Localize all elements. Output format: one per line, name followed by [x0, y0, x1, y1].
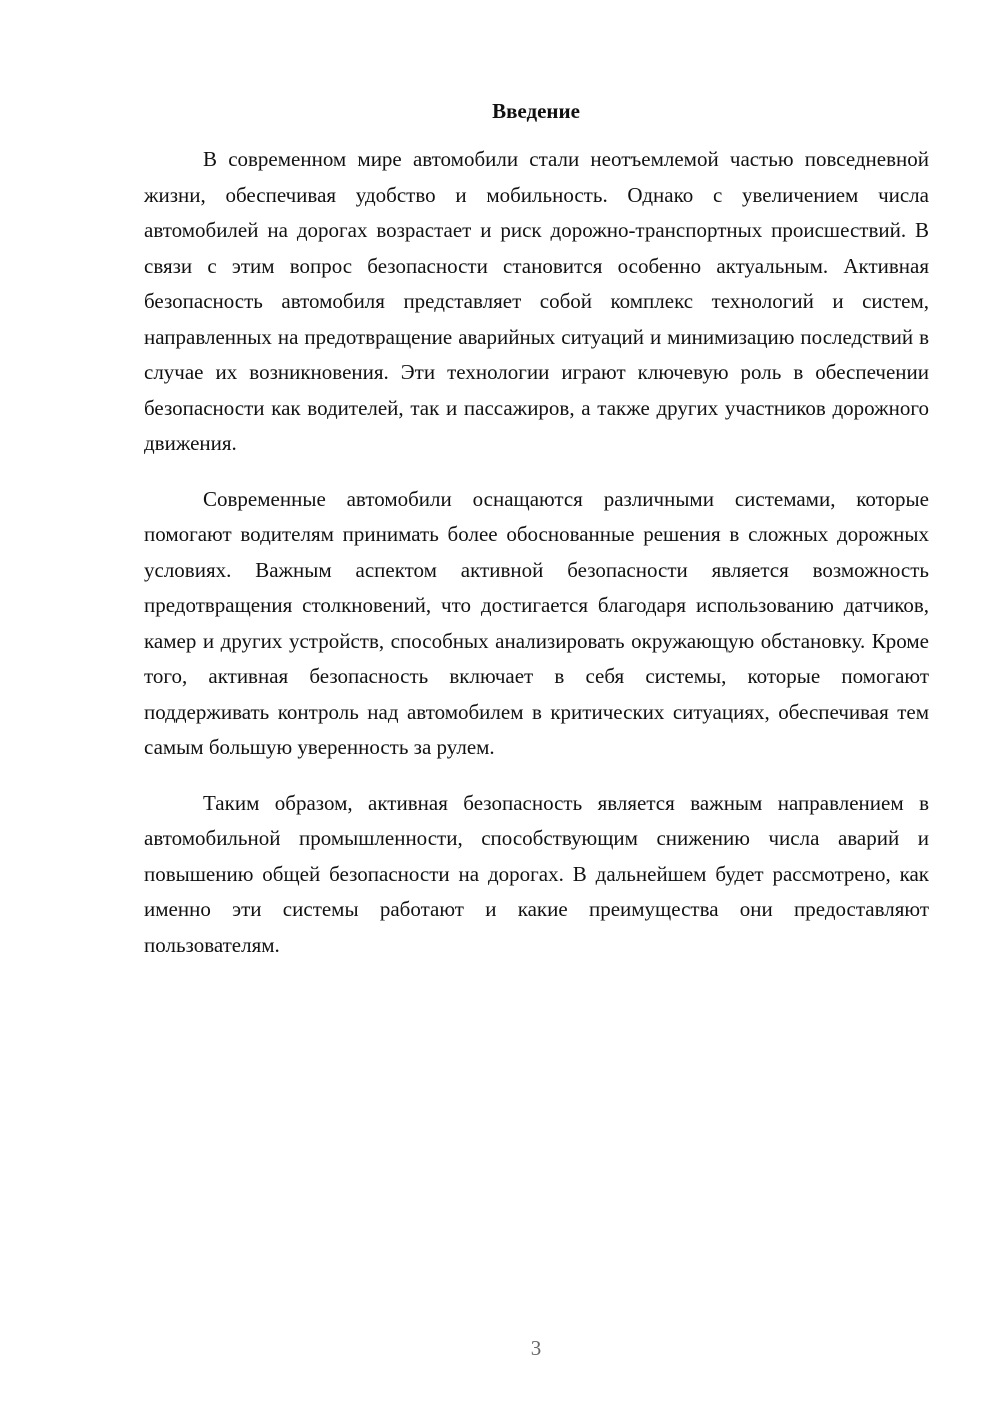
- section-title: Введение: [492, 99, 580, 123]
- paragraph: Таким образом, активная безопасность является важным направлением в автомобильной промышленности, способствующим снижению числа аварий и повышению общей безопасности на дорогах. В дальнейшем будет рассмотрено, как именно эти системы работают и какие преимущества они предоставляют пользователям.: [144, 790, 929, 957]
- paragraph: Современные автомобили оснащаются различными системами, которые помогают водителям принимать более обоснованные решения в сложных дорожных условиях. Важным аспектом активной безопасности является возможность предотвращения столкновений, что достигается благодаря использованию датчиков, камер и других устройств, способных анализировать окружающую обстановку. Кроме того, активная безопасность включает в себя системы, которые помогают поддерживать контроль над автомобилем в критических ситуациях, обеспечивая тем самым большую уверенность за рулем.: [144, 486, 929, 759]
- body-text: [144, 142, 929, 983]
- page-number: 3: [530, 1336, 542, 1360]
- paragraph: В современном мире автомобили стали неотъемлемой частью повседневной жизни, обеспечивая удобство и мобильность. Однако с увеличением числа автомобилей на дорогах возрастает и риск дорожно-транспортных происшествий. В связи с этим вопрос безопасности становится особенно актуальным. Активная безопасность автомобиля представляет собой комплекс технологий и систем, направленных на предотвращение аварийных ситуаций и минимизацию последствий в случае их возникновения. Эти технологии играют ключевую роль в обеспечении безопасности как водителей, так и пассажиров, а также других участников дорожного движения.: [144, 147, 929, 455]
